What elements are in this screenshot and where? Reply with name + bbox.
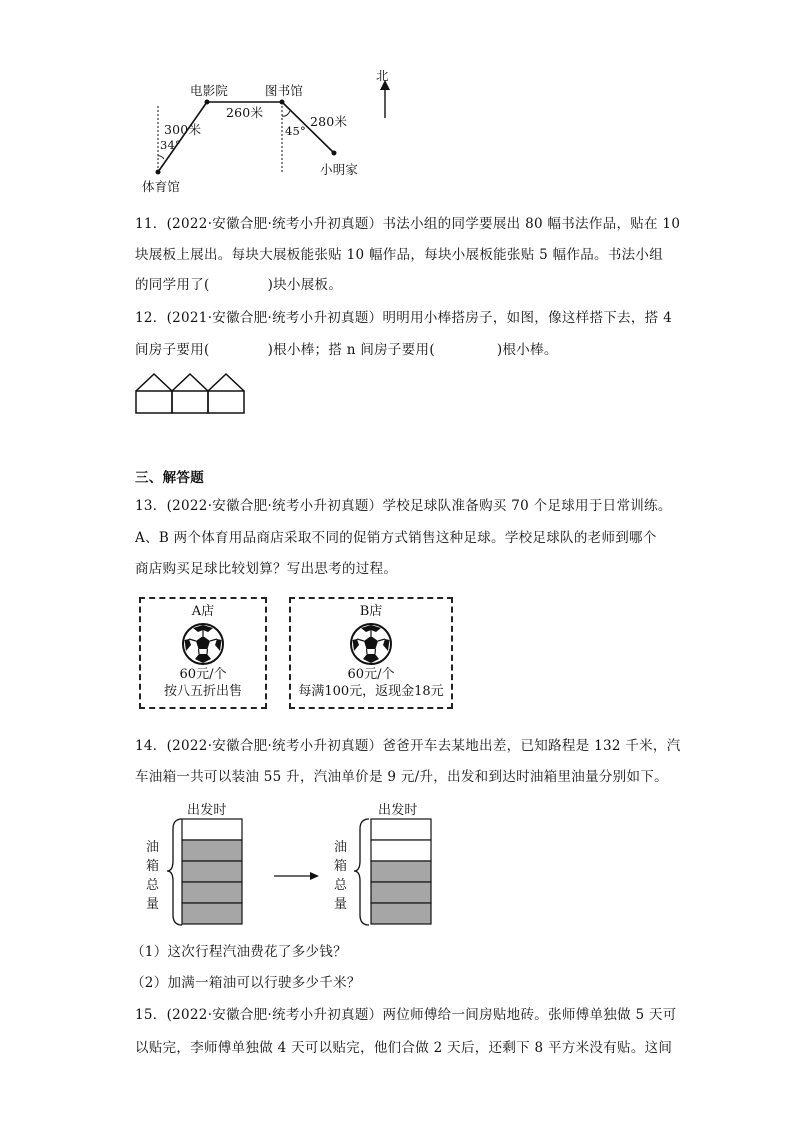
section-3-title: 三、解答题 bbox=[135, 470, 204, 486]
q13-line-3: 商店购买足球比较划算？写出思考的过程。 bbox=[135, 561, 398, 577]
q12-line-2 bbox=[135, 338, 558, 358]
shop-b-name: B店 bbox=[359, 604, 383, 619]
shop-a-card bbox=[139, 597, 267, 709]
tank-left-segment bbox=[182, 861, 242, 882]
map-angle-45: 45° bbox=[285, 124, 306, 138]
tank-right-segment bbox=[371, 840, 431, 861]
point-stadium bbox=[156, 170, 161, 175]
map-distance-260: 260米 bbox=[226, 105, 264, 120]
map-angle-34: 34° bbox=[160, 138, 181, 152]
shop-a-promo: 按八五折出售 bbox=[163, 684, 242, 699]
shop-a-name: A店 bbox=[191, 604, 215, 619]
q14-sub-question-2: （2）加满一箱油可以行驶多少千米？ bbox=[131, 975, 361, 991]
tank-right-brace bbox=[354, 819, 369, 925]
tank-right bbox=[371, 819, 431, 924]
map-cinema-label: 电影院 bbox=[190, 83, 229, 98]
q12-line-2-start: 间房子要用( bbox=[135, 342, 210, 358]
tank-right-title: 出发时 bbox=[378, 803, 418, 818]
q11-line-3 bbox=[135, 273, 342, 293]
q12-line-2-end: )根小棒。 bbox=[496, 342, 558, 358]
q15-line-2: 以贴完，李师傅单独做 4 天可以贴完，他们合做 2 天后，还剩下 8 平方米没有贴。这间 bbox=[135, 1040, 673, 1056]
tank-left bbox=[182, 819, 242, 924]
shop-a-price: 60元/个 bbox=[179, 667, 227, 682]
houses-figure bbox=[134, 370, 246, 416]
map-distance-280: 280米 bbox=[310, 114, 348, 129]
angle-arc-stadium bbox=[158, 156, 164, 159]
tank-arrow-icon bbox=[310, 872, 319, 880]
map-stadium-label: 体育馆 bbox=[142, 179, 181, 194]
house-1 bbox=[136, 391, 172, 413]
fuel-tanks-figure bbox=[164, 815, 444, 930]
house-2 bbox=[172, 391, 208, 413]
tank-left-segment bbox=[182, 819, 242, 840]
q12-line-2-mid: )根小棒；搭 n 间房子要用( bbox=[267, 342, 435, 358]
tank-left-title: 出发时 bbox=[187, 803, 227, 818]
q15-line-1: 15．(2022·安徽合肥·统考小升初真题）两位师傅给一间房贴地砖。张师傅单独做 5 天可 bbox=[135, 1007, 677, 1023]
point-cinema bbox=[205, 100, 210, 105]
house-roofs bbox=[136, 374, 244, 391]
tank-right-segment bbox=[371, 903, 431, 924]
soccer-ball-icon bbox=[349, 622, 393, 666]
point-home bbox=[332, 151, 337, 156]
angle-arc-library bbox=[282, 111, 290, 116]
tank-left-segment bbox=[182, 903, 242, 924]
q13-line-1: 13．(2022·安徽合肥·统考小升初真题）学校足球队准备购买 70 个足球用于日常训练。 bbox=[135, 498, 672, 514]
q14-line-2: 车油箱一共可以装油 55 升，汽油单价是 9 元/升，出发和到达时油箱里油量分别如下。 bbox=[135, 769, 668, 785]
tank-left-segment bbox=[182, 840, 242, 861]
shop-b-price: 60元/个 bbox=[347, 667, 395, 682]
point-library bbox=[280, 100, 285, 105]
q12-line-1: 12．(2021·安徽合肥·统考小升初真题）明明用小棒搭房子，如图，像这样搭下去，搭 4 bbox=[135, 310, 672, 326]
q11-line-2: 块展板上展出。每块大展板能张贴 10 幅作品，每块小展板能张贴 5 幅作品。书法小组 bbox=[135, 247, 664, 263]
map-distance-300: 300米 bbox=[164, 122, 202, 137]
q14-sub-question-1: （1）这次行程汽油费花了多少钱？ bbox=[131, 944, 347, 960]
q13-line-2: A、B 两个体育用品商店采取不同的促销方式销售这种足球。学校足球队的老师到哪个 bbox=[135, 530, 657, 546]
q11-line-3-start: 的同学用了( bbox=[135, 277, 210, 293]
house-3 bbox=[208, 391, 244, 413]
q11-line-1: 11．(2022·安徽合肥·统考小升初真题）书法小组的同学要展出 80 幅书法作品，贴在 10 bbox=[135, 216, 681, 232]
tank-right-segment bbox=[371, 861, 431, 882]
q14-line-1: 14．(2022·安徽合肥·统考小升初真题）爸爸开车去某地出差，已知路程是 132 千米，汽 bbox=[135, 738, 681, 754]
shop-b-card bbox=[289, 597, 453, 709]
tank-right-segment bbox=[371, 882, 431, 903]
tank-right-segment bbox=[371, 819, 431, 840]
soccer-ball-icon bbox=[181, 622, 225, 666]
shop-b-promo: 每满100元，返现金18元 bbox=[298, 684, 444, 699]
map-library-label: 图书馆 bbox=[265, 83, 304, 98]
map-home-label: 小明家 bbox=[320, 162, 359, 177]
tank-right-side-label: 油箱总量 bbox=[334, 840, 348, 912]
map-north-label: 北 bbox=[376, 68, 389, 83]
q11-line-3-end: )块小展板。 bbox=[267, 277, 343, 293]
tank-left-brace bbox=[167, 819, 182, 925]
tank-left-side-label: 油箱总量 bbox=[146, 840, 160, 912]
tank-left-segment bbox=[182, 882, 242, 903]
